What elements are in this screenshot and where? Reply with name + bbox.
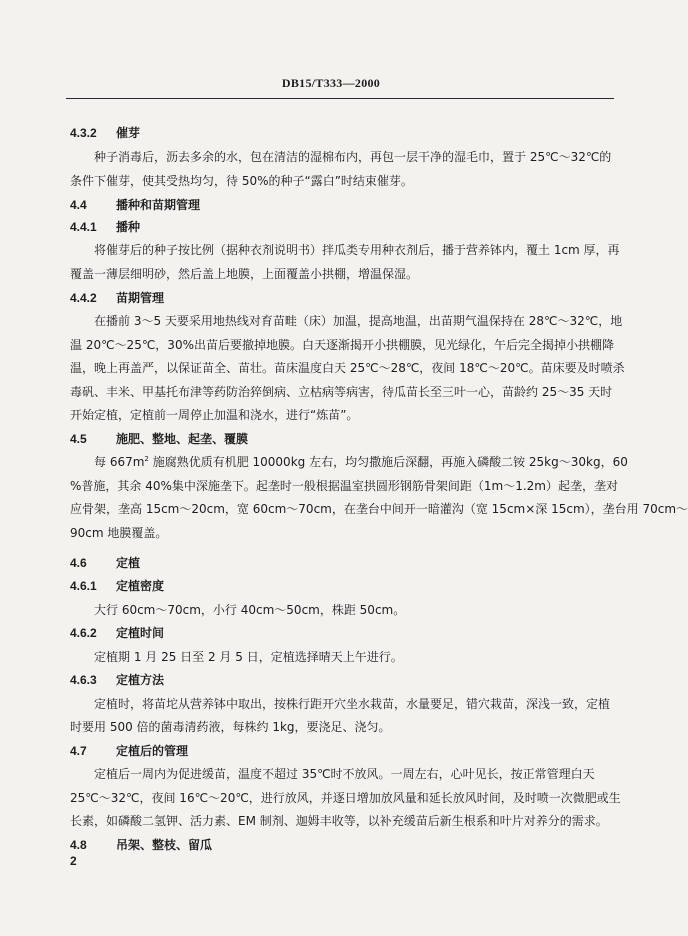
paragraph-line: 覆盖一薄层细明砂，然后盖上地膜，上面覆盖小拱棚，增温保湿。 [70,267,419,281]
paragraph-line: 时要用 500 倍的菌毒清药液，每株约 1kg，要浇足、浇匀。 [70,720,391,734]
paragraph-line: 应骨架，垄高 15cm～20cm，宽 60cm～70cm，在垄台中间开一暗灌沟（宽 15cm×深 15cm），垄台用 70cm～ [70,502,688,516]
section-heading: 4.4 播种和苗期管理 [70,198,201,212]
paragraph-line: 定植时，将苗坨从营养钵中取出，按株行距开穴坐水栽苗，水量要足，错穴栽苗，深浅一致，定植 [94,697,611,711]
section-heading: 4.6.3 定植方法 [70,673,165,687]
paragraph-line: 长素，如磷酸二氢钾、活力素、EM 制剂、迦姆丰收等，以补充缓苗后新生根系和叶片对养分的需求。 [70,814,608,828]
paragraph-line: 定植后一周内为促进缓苗，温度不超过 35℃时不放风。一周左右，心叶见长，按正常管理白天 [94,767,595,781]
paragraph-line: 90cm 地膜覆盖。 [70,526,168,540]
section-heading: 4.4.1 播种 [70,220,141,234]
section-heading: 4.4.2 苗期管理 [70,291,165,305]
page-number: 2 [70,854,77,868]
section-heading: 4.6.1 定植密度 [70,579,165,593]
paragraph-line: 温 20℃～25℃，30%出苗后要撤掉地膜。白天逐渐揭开小拱棚膜，见光绿化，午后完全揭掉小拱棚降 [70,338,614,352]
standard-number-header: DB15/T333—2000 [281,76,381,90]
paragraph-line: 每 $667m^2$ 施腐熟优质有机肥 10000kg 左右，均匀撒施后深翻，再施入磷酸二铵 25kg～30kg，60 [94,455,628,469]
paragraph-line: 大行 60cm～70cm，小行 40cm～50cm，株距 50cm。 [94,603,406,617]
section-heading: 4.6.2 定植时间 [70,626,165,640]
paragraph-line: 将催芽后的种子按比例（据种衣剂说明书）拌瓜类专用种衣剂后，播于营养钵内，覆土 1cm 厚，再 [94,243,620,257]
section-heading: 4.8 吊架、整枝、留瓜 [70,838,213,852]
paragraph-line: 种子消毒后，沥去多余的水，包在清洁的湿棉布内，再包一层干净的湿毛巾，置于 25℃～32℃的 [94,150,612,164]
paragraph-line: 毒矾、丰米、甲基托布津等药防治猝倒病、立枯病等病害，待瓜苗长至三叶一心，苗龄约 25～35 天时 [70,385,613,399]
paragraph-line: 温，晚上再盖严，以保证苗全、苗壮。苗床温度白天 25℃～28℃，夜间 18℃～20℃。苗床要及时喷杀 [70,361,625,375]
section-heading: 4.5 施肥、整地、起垄、覆膜 [70,432,249,446]
paragraph-line: 25℃～32℃，夜间 16℃～20℃，进行放风，并逐日增加放风量和延长放风时间，及时喷一次微肥或生 [70,791,621,805]
header-rule [66,98,614,99]
paragraph-line: 开始定植，定植前一周停止加温和浇水，进行“炼苗”。 [70,408,359,422]
section-heading: 4.6 定植 [70,556,141,570]
paragraph-line: 定植期 1 月 25 日至 2 月 5 日，定植选择晴天上午进行。 [94,650,403,664]
section-heading: 4.3.2 催芽 [70,126,141,140]
paragraph-line: 条件下催芽，使其受热均匀，待 50%的种子“露白”时结束催芽。 [70,174,413,188]
paragraph-line: 在播前 3～5 天要采用地热线对育苗畦（床）加温，提高地温，出苗期气温保持在 28℃～32℃，地 [94,314,623,328]
paragraph-line: %普施，其余 40%集中深施垄下。起垄时一般根据温室拱圆形钢筋骨架间距（1m～1.2m）起垄，垄对 [70,479,618,493]
section-heading: 4.7 定植后的管理 [70,744,189,758]
